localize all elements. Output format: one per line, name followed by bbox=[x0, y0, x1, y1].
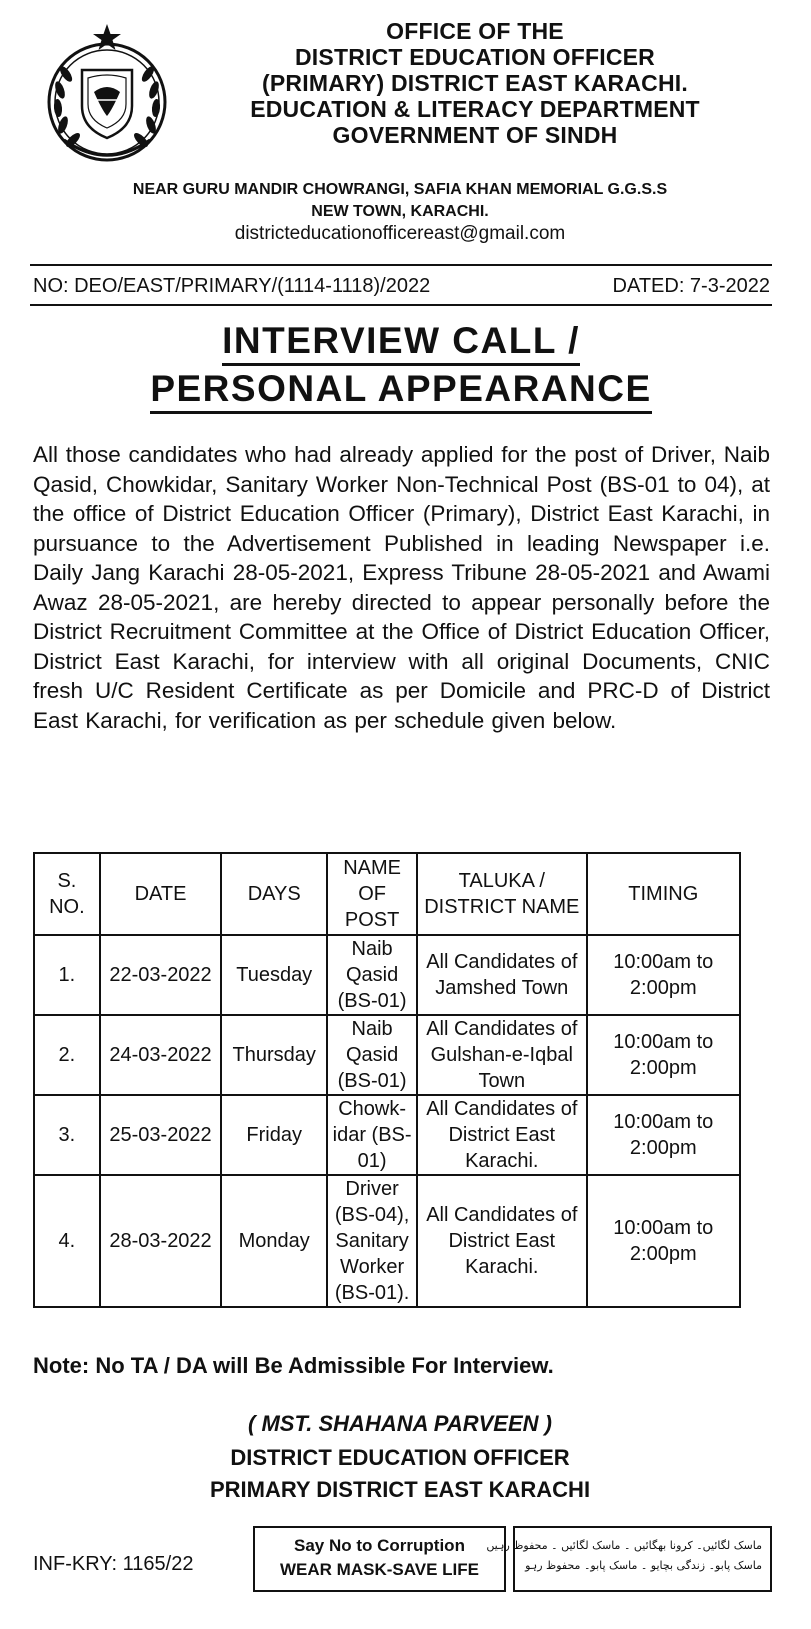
header-sno: S. NO. bbox=[34, 853, 100, 935]
cell-sno: 2. bbox=[34, 1015, 100, 1095]
reference-number: NO: DEO/EAST/PRIMARY/(1114-1118)/2022 bbox=[33, 275, 431, 297]
anti-corruption-box bbox=[253, 1526, 506, 1592]
office-heading-line-4: EDUCATION & LITERACY DEPARTMENT bbox=[250, 96, 700, 122]
cell-day: Thursday bbox=[221, 1015, 327, 1095]
cell-day: Monday bbox=[221, 1175, 327, 1307]
cell-date: 25-03-2022 bbox=[100, 1095, 221, 1175]
notice-title-text-2: PERSONAL APPEARANCE bbox=[150, 368, 651, 414]
cell-date: 24-03-2022 bbox=[100, 1015, 221, 1095]
table-row bbox=[34, 1175, 740, 1307]
cell-sno: 3. bbox=[34, 1095, 100, 1175]
table-row bbox=[34, 935, 740, 1015]
urdu-slogan-line-1: ماسک لگائیں۔ کرونا بھگائیں ۔ ماسک لگائیں ۔ محفوظ رہیں bbox=[486, 1539, 762, 1552]
office-heading bbox=[190, 18, 760, 148]
cell-sno: 4. bbox=[34, 1175, 100, 1307]
ta-da-note: Note: No TA / DA will Be Admissible For Interview. bbox=[33, 1353, 554, 1378]
signatory-name: ( MST. SHAHANA PARVEEN ) bbox=[248, 1411, 552, 1436]
table-row bbox=[34, 1015, 740, 1095]
office-heading-line-2: DISTRICT EDUCATION OFFICER bbox=[295, 44, 655, 70]
slogan-corruption: Say No to Corruption bbox=[294, 1536, 465, 1555]
header-taluka: TALUKA / DISTRICT NAME bbox=[417, 853, 586, 935]
cell-post: Chowk-idar (BS-01) bbox=[327, 1095, 417, 1175]
notice-title-line-2 bbox=[30, 368, 772, 410]
header-timing: TIMING bbox=[587, 853, 740, 935]
interview-schedule-table bbox=[33, 852, 741, 1308]
signatory-office: PRIMARY DISTRICT EAST KARACHI bbox=[209, 1477, 591, 1502]
notice-title-text-1: INTERVIEW CALL / bbox=[222, 320, 580, 366]
cell-timing: 10:00am to 2:00pm bbox=[587, 1095, 740, 1175]
header-days: DAYS bbox=[221, 853, 327, 935]
office-heading-line-3: (PRIMARY) DISTRICT EAST KARACHI. bbox=[262, 70, 688, 96]
office-heading-line-1: OFFICE OF THE bbox=[386, 18, 564, 44]
address-line-1: NEAR GURU MANDIR CHOWRANGI, SAFIA KHAN MEMORIAL G.G.S.S bbox=[132, 181, 668, 198]
address-line-2: NEW TOWN, KARACHI. bbox=[311, 203, 489, 220]
signatory-designation: DISTRICT EDUCATION OFFICER bbox=[230, 1445, 570, 1470]
cell-timing: 10:00am to 2:00pm bbox=[587, 935, 740, 1015]
office-email: districteducationofficereast@gmail.com bbox=[234, 223, 566, 244]
sindh-government-emblem-icon bbox=[38, 20, 176, 170]
urdu-mask-slogan-box bbox=[486, 1526, 772, 1592]
cell-timing: 10:00am to 2:00pm bbox=[587, 1015, 740, 1095]
cell-day: Friday bbox=[221, 1095, 327, 1175]
cell-day: Tuesday bbox=[221, 935, 327, 1015]
divider-bottom bbox=[30, 304, 772, 306]
header-date: DATE bbox=[100, 853, 221, 935]
cell-post: Naib Qasid (BS-01) bbox=[327, 935, 417, 1015]
cell-timing: 10:00am to 2:00pm bbox=[587, 1175, 740, 1307]
notice-body: All those candidates who had already applied for the post of Driver, Naib Qasid, Chowkidar, Sanitary Worker Non-Technical Post (BS-01 to 04), at the office of District Education Officer (Primary), District East Karachi, in pursuance to the Advertisement Published in leading Newspaper i.e. Daily Jang Karachi 28-05-2021, Express Tribune 28-05-2021 and Awami Awaz 28-05-2021, are hereby directed to appear personally before the District Recruitment Committee at the Office of District Education Officer, District East Karachi, for interview with all original Documents, CNIC fresh U/C Resident Certificate as per Domicile and PRC-D of District East Karachi, for verification as per schedule given below. bbox=[33, 442, 770, 733]
cell-post: Naib Qasid (BS-01) bbox=[327, 1015, 417, 1095]
cell-sno: 1. bbox=[34, 935, 100, 1015]
office-heading-line-5: GOVERNMENT OF SINDH bbox=[332, 122, 618, 148]
cell-taluka: All Candidates of Gulshan-e-Iqbal Town bbox=[417, 1015, 586, 1095]
inf-number: INF-KRY: 1165/22 bbox=[33, 1553, 194, 1575]
cell-date: 28-03-2022 bbox=[100, 1175, 221, 1307]
cell-taluka: All Candidates of Jamshed Town bbox=[417, 935, 586, 1015]
divider-top bbox=[30, 264, 772, 266]
cell-post: Driver (BS-04), Sanitary Worker (BS-01). bbox=[327, 1175, 417, 1307]
cell-taluka: All Candidates of District East Karachi. bbox=[417, 1095, 586, 1175]
notice-title-line-1 bbox=[30, 320, 772, 362]
table-header-row bbox=[34, 853, 740, 935]
urdu-slogan-line-2: ماسک پابو۔ زندگی بچایو ۔ ماسک پابو۔ محفوظ رہو bbox=[525, 1559, 762, 1572]
slogan-mask: WEAR MASK-SAVE LIFE bbox=[280, 1560, 479, 1579]
reference-date: DATED: 7-3-2022 bbox=[612, 275, 770, 297]
reference-line bbox=[33, 275, 770, 298]
header-post: NAME OF POST bbox=[327, 853, 417, 935]
table-row bbox=[34, 1095, 740, 1175]
cell-date: 22-03-2022 bbox=[100, 935, 221, 1015]
cell-taluka: All Candidates of District East Karachi. bbox=[417, 1175, 586, 1307]
